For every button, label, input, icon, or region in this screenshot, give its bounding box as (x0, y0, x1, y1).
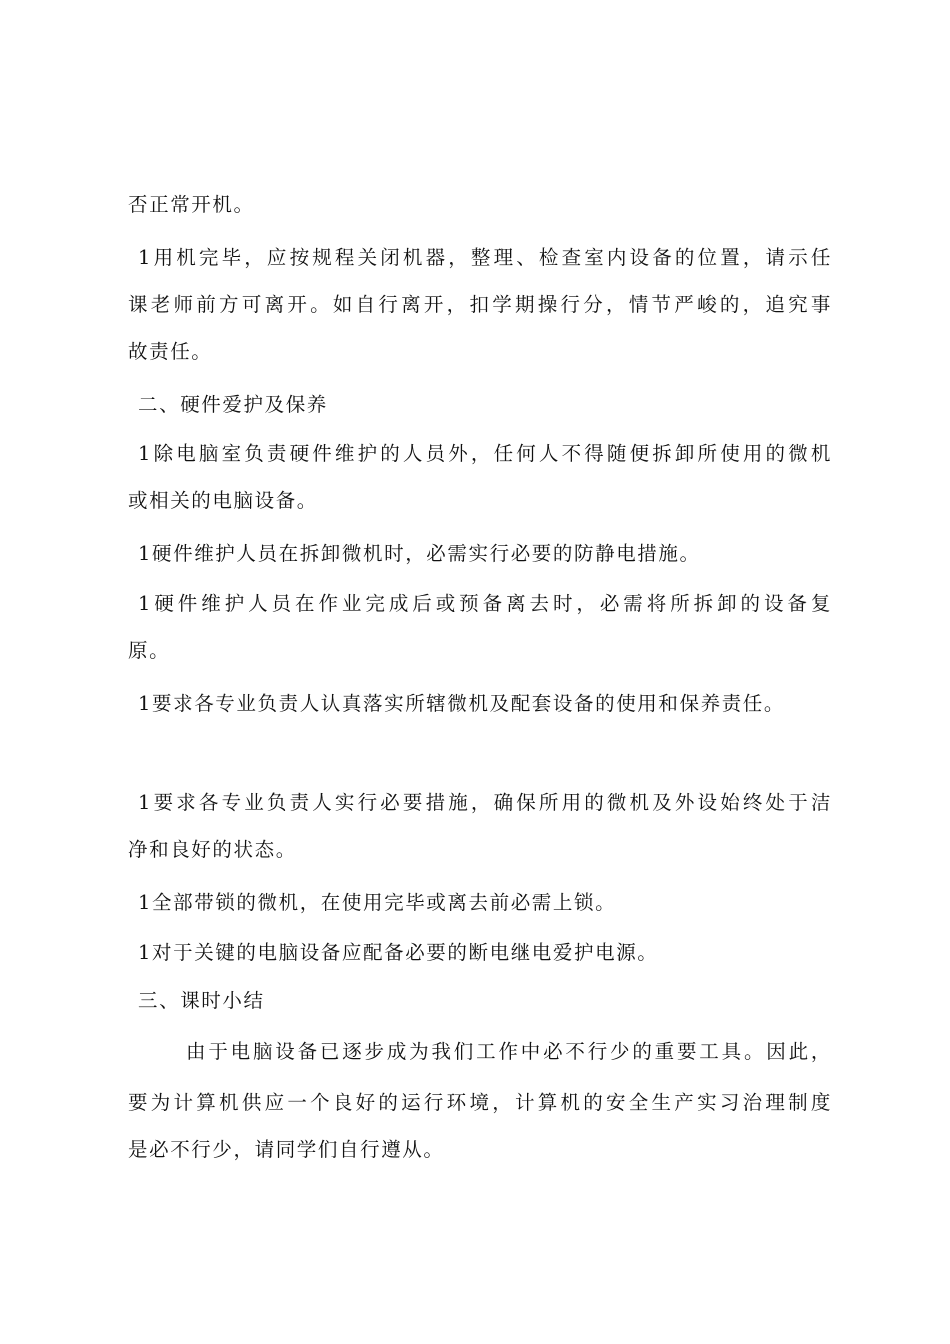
paragraph-rule-power-protection (138, 929, 832, 976)
text-line: 课老师前方可离开。如自行离开，扣学期操行分，情节严峻的，追究事 (128, 293, 832, 316)
paragraph-rule-cleanliness (138, 779, 832, 826)
paragraph-rule-shutdown-cont (128, 281, 832, 375)
text-line: 1硬件维护人员在作业完成后或预备离去时，必需将所拆卸的设备复 (138, 592, 832, 615)
text-line: 1全部带锁的微机，在使用完毕或离去前必需上锁。 (138, 891, 617, 914)
section-heading-hardware (138, 381, 842, 428)
paragraph-rule-restore-cont (128, 627, 832, 674)
paragraph-rule-shutdown (138, 234, 832, 281)
text-line: 是必不行少，请同学们自行遵从。 (128, 1138, 445, 1161)
text-line: 1用机完毕，应按规程关闭机器，整理、检查室内设备的位置，请示任 (138, 246, 832, 269)
text-line: 1对于关键的电脑设备应配备必要的断电继电爱护电源。 (138, 941, 659, 964)
paragraph-rule-cleanliness-cont (128, 826, 832, 873)
text-line: 或相关的电脑设备。 (128, 489, 318, 512)
text-line: 否正常开机。 (128, 193, 255, 216)
text-line: 原。 (128, 639, 171, 662)
paragraph-rule-restore (138, 580, 832, 627)
paragraph-continuation (128, 181, 832, 228)
text-line: 净和良好的状态。 (128, 838, 297, 861)
text-line: 1要求各专业负责人认真落实所辖微机及配套设备的使用和保养责任。 (138, 692, 786, 715)
heading-text: 二、硬件爱护及保养 (138, 393, 328, 416)
section-heading-summary (138, 977, 842, 1024)
paragraph-rule-locking (138, 879, 832, 926)
text-line: 1除电脑室负责硬件维护的人员外，任何人不得随便拆卸所使用的微机 (138, 442, 832, 465)
text-line: 1要求各专业负责人实行必要措施，确保所用的微机及外设始终处于洁 (138, 791, 832, 814)
paragraph-rule-no-disassembly (138, 430, 832, 477)
text-line: 要为计算机供应一个良好的运行环境，计算机的安全生产实习治理制度 (128, 1091, 832, 1114)
text-line: 由于电脑设备已逐步成为我们工作中必不行少的重要工具。因此， (186, 1040, 832, 1063)
paragraph-summary-cont (128, 1079, 832, 1173)
paragraph-rule-responsibility (138, 680, 832, 727)
heading-text: 三、课时小结 (138, 989, 265, 1012)
paragraph-summary (186, 1028, 832, 1075)
text-line: 1硬件维护人员在拆卸微机时，必需实行必要的防静电措施。 (138, 542, 701, 565)
paragraph-rule-no-disassembly-cont (128, 477, 832, 524)
text-line: 故责任。 (128, 340, 213, 363)
paragraph-rule-antistatic (138, 530, 832, 577)
